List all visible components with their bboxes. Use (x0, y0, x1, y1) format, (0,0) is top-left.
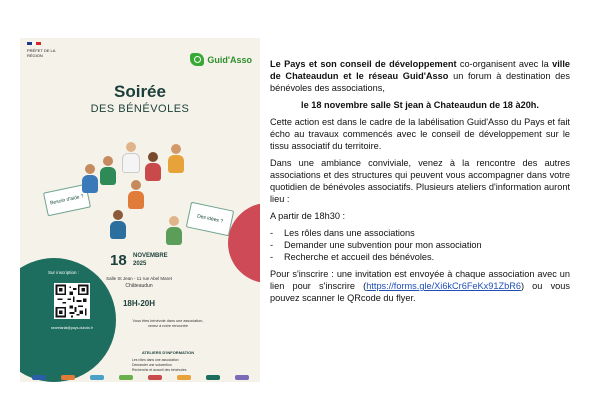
flyer-date-year: 2025 (133, 261, 147, 267)
signup-text: ) ou vous pouvez scanner le QRcode du flyer. (270, 281, 570, 303)
signup-link[interactable]: https://forms.gle/Xi6kCr6FeKx91ZbR6 (366, 281, 521, 291)
partners-bold: ville de Chateaudun et le réseau Guid'Asso (270, 59, 570, 81)
person-illustration (168, 144, 184, 173)
guid-asso-icon (190, 53, 204, 66)
event-date-line: le 18 novembre salle St jean à Chateaudun de 18 à20h. (301, 100, 539, 110)
speech-bubble-right: Des idées ? (186, 202, 234, 237)
flyer-date-month: NOVEMBRE (133, 253, 168, 259)
flyer-ateliers-title: ATELIERS D'INFORMATION (141, 350, 195, 355)
partner-logos (24, 374, 256, 380)
qr-code-icon[interactable] (54, 283, 90, 319)
guid-asso-logo (190, 53, 252, 66)
partner-logo (32, 375, 46, 380)
signup-label: Sur inscription : (48, 270, 80, 275)
event-flyer (20, 38, 260, 382)
partner-logo (90, 375, 104, 380)
french-flag-icon (27, 42, 41, 45)
start-time-line: A partir de 18h30 : (270, 211, 346, 221)
partner-logo (148, 375, 162, 380)
person-illustration (100, 156, 116, 185)
person-illustration (122, 142, 140, 173)
flyer-atelier-item: Les rôles dans une association (132, 358, 179, 362)
person-illustration (166, 216, 182, 245)
flyer-city: Châteaudun (125, 283, 153, 289)
organizer-bold: Le Pays et son conseil de développement (270, 59, 457, 69)
signup-paragraph (270, 268, 570, 304)
partner-logo (235, 375, 249, 380)
flyer-atelier-item: Demander une subvention (132, 363, 172, 367)
intro-text: co-organisent avec la (456, 59, 553, 69)
flyer-atelier-item: Recherche et accueil des bénévoles (132, 368, 187, 372)
person-illustration (128, 180, 144, 209)
ateliers-list (270, 227, 570, 263)
flyer-title: Soirée (114, 82, 166, 101)
flyer-email: secretariat@pays-dunois.fr (51, 326, 93, 330)
flyer-description: Vous êtes bénévole dans une association, venez à notre rencontre (132, 319, 204, 328)
partner-logo (119, 375, 133, 380)
ambiance-paragraph: Dans une ambiance conviviale, venez à la rencontre des autres associations et des structures qui peuvent vous accompagner dans votre quotidien de bénévoles associatifs. Plusieurs ateliers d'information auront lieu : (270, 158, 570, 204)
context-paragraph: Cette action est dans le cadre de la labélisation Guid'Asso du Pays et fait écho au travaux commencés avec le conseil de développement sur le tissu associatif du territoire. (270, 117, 570, 151)
person-illustration (82, 164, 98, 193)
article-text (270, 58, 570, 309)
partner-logo (206, 375, 220, 380)
guid-asso-name: Guid'Asso (207, 54, 252, 65)
person-illustration (145, 152, 161, 181)
person-illustration (110, 210, 126, 239)
speech-bubble-left: Besoin d'aide ? (43, 184, 91, 217)
partner-logo (177, 375, 191, 380)
list-item: - Demander une subvention pour mon association (270, 239, 570, 251)
intro-text: un forum à destination des bénévoles des associations, (270, 71, 570, 93)
flyer-time: 18H-20H (122, 299, 155, 308)
list-item: - Recherche et accueil des bénévoles. (270, 251, 570, 263)
flyer-subtitle: DES BÉNÉVOLES (90, 103, 190, 115)
flyer-place: Salle St Jean - 11 rue Abel Maret (106, 276, 172, 281)
list-item: - Les rôles dans une associations (270, 227, 570, 239)
prefecture-logo-text: PRÉFET DE LA RÉGION (27, 48, 56, 58)
intro-paragraph (270, 58, 570, 94)
flyer-date-day: 18 (110, 252, 127, 269)
partner-logo (61, 375, 75, 380)
signup-text: Pour s'inscrire : une invitation est envoyée à chaque association avec un lien pour s'inscrire ( (270, 269, 570, 291)
